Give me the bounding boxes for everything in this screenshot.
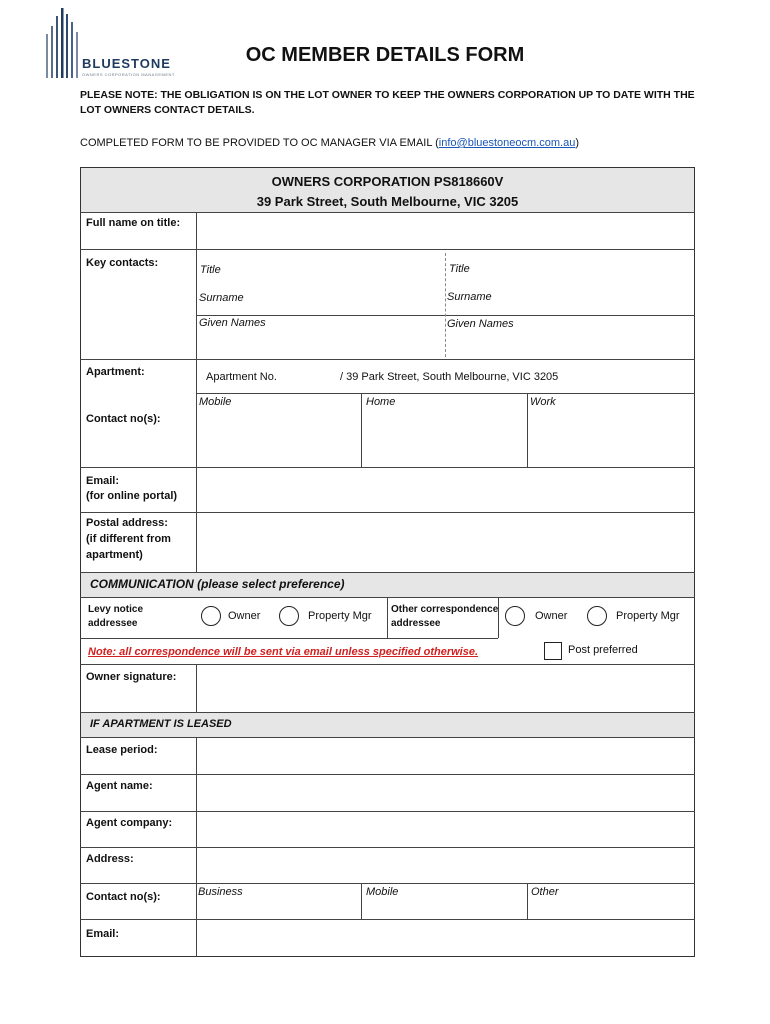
owner-signature-field[interactable] xyxy=(197,665,694,711)
email-sublabel: (for online portal) xyxy=(86,490,178,502)
contact1-surname-label: Surname xyxy=(199,292,244,304)
contact-nos-label: Contact no(s): xyxy=(86,413,161,425)
communication-heading: COMMUNICATION (please select preference) xyxy=(90,577,345,591)
postal-address-field[interactable] xyxy=(197,513,694,571)
key-contacts-label: Key contacts: xyxy=(86,257,159,269)
agent-email-label: Email: xyxy=(86,928,120,940)
home-label: Home xyxy=(366,396,396,408)
contact2-title-field[interactable] xyxy=(476,260,691,280)
agent-address-label: Address: xyxy=(86,853,134,865)
agent-mobile-label: Mobile xyxy=(366,886,399,898)
levy-property-mgr-label: Property Mgr xyxy=(308,610,372,622)
postal-sublabel1: (if different from xyxy=(86,533,171,545)
obligation-note: PLEASE NOTE: THE OBLIGATION IS ON THE LOT OWNER TO KEEP THE OWNERS CORPORATION UP TO DATE WITH THE LOT OWNERS CONTACT DETAILS. xyxy=(80,89,695,116)
postal-label: Postal address: xyxy=(86,517,168,529)
agent-email-field[interactable] xyxy=(197,920,694,956)
full-name-label: Full name on title: xyxy=(86,217,181,229)
contact2-surname-label: Surname xyxy=(447,291,492,303)
page-title: OC MEMBER DETAILS FORM xyxy=(245,44,525,66)
other-correspondence-label2: addressee xyxy=(391,618,441,629)
full-name-field[interactable] xyxy=(197,213,694,248)
mobile-field[interactable] xyxy=(197,410,360,466)
contact1-given-names-label: Given Names xyxy=(199,317,266,329)
mobile-label: Mobile xyxy=(199,396,232,408)
logo-tagline: OWNERS CORPORATION MANAGEMENT xyxy=(82,72,175,77)
other-field[interactable] xyxy=(528,900,694,918)
levy-notice-label1: Levy notice xyxy=(88,604,144,615)
provide-prefix: COMPLETED FORM TO BE PROVIDED TO OC MANAGER VIA EMAIL ( xyxy=(80,137,439,149)
lease-period-field[interactable] xyxy=(197,738,694,773)
email-label: Email: xyxy=(86,475,120,487)
logo-name: BLUESTONE xyxy=(82,56,171,71)
post-preferred-label: Post preferred xyxy=(568,644,638,656)
agent-contact-nos-label: Contact no(s): xyxy=(86,891,161,903)
other-label: Other xyxy=(531,886,559,898)
logo-bars-icon xyxy=(44,8,84,78)
leased-heading: IF APARTMENT IS LEASED xyxy=(90,718,232,730)
other-property-mgr-label: Property Mgr xyxy=(616,610,680,622)
provide-instructions xyxy=(80,137,579,149)
contact2-given-names-label: Given Names xyxy=(447,318,514,330)
levy-property-mgr-radio[interactable] xyxy=(279,606,299,626)
apartment-address-text: / 39 Park Street, South Melbourne, VIC 3205 xyxy=(340,371,559,383)
apartment-label: Apartment: xyxy=(86,366,145,378)
oc-header-line2: 39 Park Street, South Melbourne, VIC 3205 xyxy=(256,194,519,209)
provide-suffix: ) xyxy=(575,137,579,149)
apartment-no-label: Apartment No. xyxy=(206,371,277,383)
other-owner-radio[interactable] xyxy=(505,606,525,626)
agent-address-field[interactable] xyxy=(197,848,694,882)
other-correspondence-label1: Other correspondence xyxy=(391,604,499,615)
business-field[interactable] xyxy=(197,900,360,918)
levy-notice-label2: addressee xyxy=(88,618,138,629)
manager-email-link[interactable]: info@bluestoneocm.com.au xyxy=(438,137,576,149)
levy-owner-label: Owner xyxy=(228,610,261,622)
agent-name-field[interactable] xyxy=(197,775,694,810)
lease-period-label: Lease period: xyxy=(86,744,158,756)
levy-owner-radio[interactable] xyxy=(201,606,221,626)
contact1-title-field[interactable] xyxy=(230,260,440,280)
oc-header-line1: OWNERS CORPORATION PS818660V xyxy=(271,174,504,189)
other-property-mgr-radio[interactable] xyxy=(587,606,607,626)
work-label: Work xyxy=(530,396,556,408)
work-field[interactable] xyxy=(528,410,694,466)
business-label: Business xyxy=(198,886,243,898)
agent-name-label: Agent name: xyxy=(86,780,153,792)
home-field[interactable] xyxy=(362,410,526,466)
owner-signature-label: Owner signature: xyxy=(86,671,177,683)
post-preferred-checkbox[interactable] xyxy=(544,642,562,660)
correspondence-note: Note: all correspondence will be sent via email unless specified otherwise. xyxy=(88,646,479,658)
apartment-no-field[interactable] xyxy=(288,366,338,388)
contact1-title-label: Title xyxy=(200,264,221,276)
agent-mobile-field[interactable] xyxy=(362,900,526,918)
agent-company-field[interactable] xyxy=(197,812,694,846)
other-owner-label: Owner xyxy=(535,610,568,622)
bluestone-logo xyxy=(44,8,174,78)
email-field[interactable] xyxy=(197,468,694,511)
contact2-title-label: Title xyxy=(449,263,470,275)
postal-sublabel2: apartment) xyxy=(86,549,143,561)
agent-company-label: Agent company: xyxy=(86,817,173,829)
